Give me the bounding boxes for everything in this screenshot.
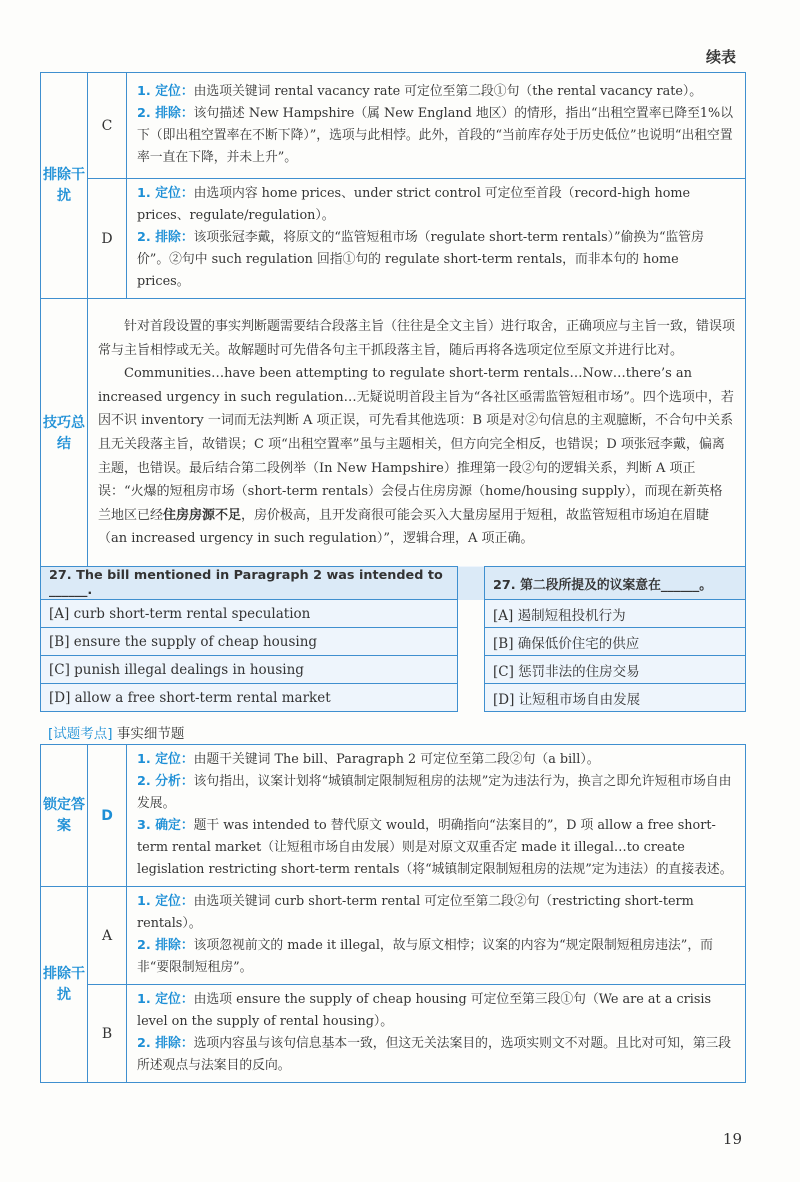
option-letter: D xyxy=(88,179,127,299)
tips-paragraph xyxy=(98,362,735,551)
option-b-analysis xyxy=(127,985,746,1083)
step-label: 3. 确定： xyxy=(137,818,194,833)
option-a-row xyxy=(41,887,746,985)
step-label: 1. 定位： xyxy=(137,992,194,1007)
answer-letter: D xyxy=(88,745,127,887)
option-b-row xyxy=(41,985,746,1083)
step-label: 1. 定位： xyxy=(137,752,194,767)
step-label: 2. 排除： xyxy=(137,938,194,953)
step-text: 题干 was intended to 替代原文 would，明确指向“法案目的”，D 项 allow a free short-term rental market（让短租市场自由发展）则是对原文双重否定 made it illegal…to create legislation restricting short-term rentals（将“城镇制定限制短租房的法规”定为违法）的直接表述。 xyxy=(137,818,733,877)
step-label: 2. 排除： xyxy=(137,1036,194,1051)
step-text: 选项内容虽与该句信息基本一致，但这无关法案目的，选项实则文不对题。且比对可知，第三段所述观点与法案目的反向。 xyxy=(137,1036,732,1073)
option-c-row xyxy=(41,73,746,179)
step-text: 该句指出，议案计划将“城镇制定限制短租房的法规”定为违法行为，换言之即允许短租市场自由发展。 xyxy=(137,774,732,811)
analysis-line xyxy=(137,891,735,935)
page-number: 19 xyxy=(722,1130,742,1148)
analysis-line xyxy=(137,815,735,881)
step-text: 由题干关键词 The bill、Paragraph 2 可定位至第二段②句（a bill）。 xyxy=(193,752,600,767)
analysis-table-continued xyxy=(40,72,746,569)
option-en: [D] allow a free short-term rental market xyxy=(41,684,458,712)
option-en: [B] ensure the supply of cheap housing xyxy=(41,628,458,656)
analysis-line xyxy=(137,81,735,103)
tips-row xyxy=(41,299,746,569)
answer-row xyxy=(41,745,746,887)
tips-paragraph: 针对首段设置的事实判断题需要结合段落主旨（往往是全文主旨）进行取舍，正确项应与主旨一致，错误项常与主旨相悖或无关。故解题时可先借各句主干抓段落主旨，随后再将各选项定位至原文并进行比对。 xyxy=(98,319,736,358)
option-letter: A xyxy=(88,887,127,985)
step-text: 由选项内容 home prices、under strict control 可定位至首段（record-high home prices、regulate/regulation）。 xyxy=(137,186,691,223)
exam-point-text: 事实细节题 xyxy=(116,726,185,742)
option-c-analysis xyxy=(127,73,746,179)
step-label: 2. 排除： xyxy=(137,230,194,245)
exclude-interference-label: 排除干扰 xyxy=(41,73,88,299)
analysis-line xyxy=(137,1033,735,1077)
option-en: [A] curb short-term rental speculation xyxy=(41,600,458,628)
option-row xyxy=(41,656,746,684)
step-text: 由选项关键词 rental vacancy rate 可定位至第二段①句（the rental vacancy rate）。 xyxy=(193,84,703,99)
analysis-line xyxy=(137,935,735,979)
exclude-interference-label: 排除干扰 xyxy=(41,887,88,1083)
step-label: 1. 定位： xyxy=(137,186,194,201)
tips-body xyxy=(88,299,746,569)
step-text: 该项忽视前文的 made it illegal，故与原文相悖；议案的内容为“规定限制短租房违法”，而非“要限制短租房”。 xyxy=(137,938,713,975)
step-label: 2. 排除： xyxy=(137,106,194,121)
analysis-line xyxy=(137,103,735,169)
option-zh: [C] 惩罚非法的住房交易 xyxy=(485,656,746,684)
analysis-line xyxy=(137,227,735,293)
option-row xyxy=(41,600,746,628)
analysis-line xyxy=(137,771,735,815)
answer-analysis xyxy=(127,745,746,887)
step-text: 该项张冠李戴，将原文的“监管短租市场（regulate short-term rentals）”偷换为“监管房价”。②句中 such regulation 回指①句的 regulate short-term rentals，而非本句的 home prices。 xyxy=(137,230,704,289)
tips-summary-label: 技巧总结 xyxy=(41,299,88,569)
option-letter: B xyxy=(88,985,127,1083)
exam-point xyxy=(48,722,184,742)
option-row xyxy=(41,628,746,656)
step-text: 由选项 ensure the supply of cheap housing 可定位至第三段①句（We are at a crisis level on the supply of rental housing）。 xyxy=(137,992,712,1029)
option-row xyxy=(41,684,746,712)
tips-text: ，房价极高，且开发商很可能会买入大量房屋用于短租，故监管短租市场迫在眉睫（an increased urgency in such regulation）”，逻辑合理，A 项正确。 xyxy=(98,507,710,547)
step-text: 该句描述 New Hampshire（属 New England 地区）的情形，指出“出租空置率已降至1%以下（即出租空置率在不断下降）”，选项与此相悖。此外，首段的“当前库存处于历史低位”也说明“出租空置率一直在下降，并未上升”。 xyxy=(137,106,734,165)
step-label: 2. 分析： xyxy=(137,774,194,789)
exam-point-tag: [试题考点] xyxy=(48,726,113,742)
option-zh: [D] 让短租市场自由发展 xyxy=(485,684,746,712)
analysis-line xyxy=(137,183,735,227)
lock-answer-label: 锁定答案 xyxy=(41,745,88,887)
step-label: 1. 定位： xyxy=(137,84,194,99)
question-stem-en: 27. The bill mentioned in Paragraph 2 was intended to ______. xyxy=(41,567,458,600)
continued-table-label: 续表 xyxy=(705,48,736,66)
highlight-text: 住房房源不足 xyxy=(163,507,242,523)
question-stem-row xyxy=(41,567,746,600)
step-label: 1. 定位： xyxy=(137,894,194,909)
option-zh: [A] 遏制短租投机行为 xyxy=(485,600,746,628)
option-a-analysis xyxy=(127,887,746,985)
tips-text: Communities…have been attempting to regulate short-term rentals…Now…there’s an increased urgency in such regulation…无疑说明首段主旨为“各社区亟需监管短租市场”。四个选项中，若因不识 inventory 一词而无法判断 A 项正误，可先看其他选项：B 项是对②句信息的主观臆断，不合句中关系且无关段落主旨，故错误；C 项“出租空置率”虽与主题相关，但方向完全相反，也错误；D 项张冠李戴，偏离主题，也错误。最后结合第二段例举（In New Hampshire）推理第一段②句的逻辑关系，判断 A 项正误：“火爆的短租房市场（short-term rentals）会侵占住房房源（home/housing supply），而现在新英格兰地区已经 xyxy=(98,366,734,523)
option-letter: C xyxy=(88,73,127,179)
step-text: 由选项关键词 curb short-term rental 可定位至第二段②句（restricting short-term rentals）。 xyxy=(137,894,694,931)
option-d-analysis xyxy=(127,179,746,299)
option-en: [C] punish illegal dealings in housing xyxy=(41,656,458,684)
option-d-row xyxy=(41,179,746,299)
question-stem-zh: 27. 第二段所提及的议案意在______。 xyxy=(485,567,746,600)
question-27-table xyxy=(40,566,746,712)
option-zh: [B] 确保低价住宅的供应 xyxy=(485,628,746,656)
analysis-table-q27 xyxy=(40,744,746,1083)
analysis-line xyxy=(137,749,735,771)
analysis-line xyxy=(137,989,735,1033)
